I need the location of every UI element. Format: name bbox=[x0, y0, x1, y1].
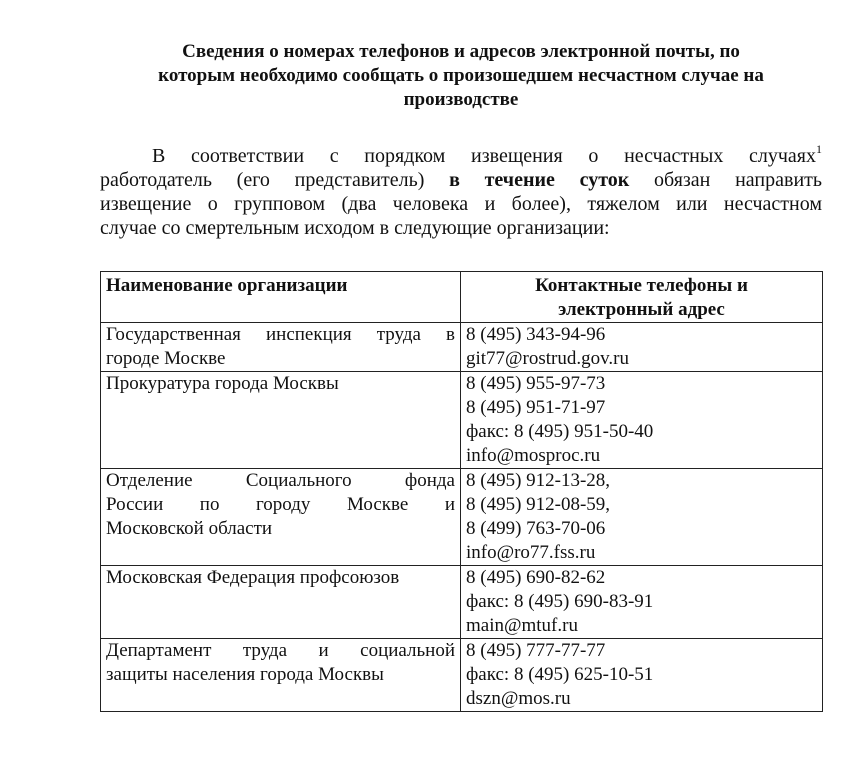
intro-line: случае со смертельным исходом в следующие организации: bbox=[100, 217, 610, 239]
header-contacts bbox=[461, 272, 823, 323]
email-address: main@mtuf.ru bbox=[466, 615, 578, 636]
org-name-cell bbox=[101, 566, 461, 639]
intro-text: обязан направить bbox=[629, 169, 823, 191]
org-name-cell bbox=[101, 372, 461, 469]
phone-number: 8 (495) 912-13-28, bbox=[466, 470, 611, 491]
contacts-cell bbox=[461, 566, 823, 639]
org-name-line: городе Москве bbox=[106, 348, 226, 369]
header-contacts-line: Контактные телефоны и bbox=[535, 275, 748, 296]
org-name-line: Департамент труда и социальной bbox=[106, 640, 455, 661]
intro-line: извещение о групповом (два человека и более), тяжелом или несчастном bbox=[100, 193, 822, 215]
deadline-emphasis: в течение суток bbox=[449, 169, 630, 191]
phone-number: 8 (495) 690-82-62 bbox=[466, 567, 606, 588]
footnote-mark: 1 bbox=[816, 142, 822, 156]
phone-number: 8 (495) 951-71-97 bbox=[466, 397, 606, 418]
table-header-row bbox=[101, 272, 823, 323]
org-name-line: Московская Федерация профсоюзов bbox=[106, 567, 400, 588]
table-row bbox=[101, 469, 823, 566]
org-name-line: России по городу Москве и bbox=[106, 494, 455, 515]
contacts-cell bbox=[461, 639, 823, 712]
phone-number: 8 (499) 763-70-06 bbox=[466, 518, 606, 539]
org-name-line: защиты населения города Москвы bbox=[106, 664, 384, 685]
organizations-table bbox=[100, 271, 823, 712]
table-row bbox=[101, 639, 823, 712]
title-line: которым необходимо сообщать о произошедшем несчастном случае на bbox=[158, 65, 764, 86]
document-title bbox=[100, 40, 822, 112]
header-contacts-line: электронный адрес bbox=[558, 299, 725, 320]
intro-line bbox=[100, 144, 822, 168]
email-address: dszn@mos.ru bbox=[466, 688, 571, 709]
org-name-line: Государственная инспекция труда в bbox=[106, 324, 455, 345]
org-name-line: Отделение Социального фонда bbox=[106, 470, 455, 491]
org-name-cell bbox=[101, 323, 461, 372]
intro-paragraph bbox=[100, 144, 822, 240]
email-address: git77@rostrud.gov.ru bbox=[466, 348, 629, 369]
intro-text: В соответствии с порядком извещения о несчастных случаях bbox=[152, 145, 816, 167]
table-row bbox=[101, 323, 823, 372]
intro-text: работодатель (его представитель) bbox=[100, 169, 450, 191]
contacts-cell bbox=[461, 323, 823, 372]
fax-number: факс: 8 (495) 625-10-51 bbox=[466, 664, 654, 685]
org-name-line: Прокуратура города Москвы bbox=[106, 373, 339, 394]
header-organization: Наименование организации bbox=[101, 272, 461, 323]
phone-number: 8 (495) 343-94-96 bbox=[466, 324, 606, 345]
contacts-cell bbox=[461, 372, 823, 469]
title-line: Сведения о номерах телефонов и адресов электронной почты, по bbox=[182, 41, 740, 62]
table-row bbox=[101, 566, 823, 639]
org-name-cell bbox=[101, 639, 461, 712]
phone-number: 8 (495) 912-08-59, bbox=[466, 494, 611, 515]
title-line: производстве bbox=[403, 89, 519, 110]
intro-line bbox=[100, 168, 822, 192]
contacts-cell bbox=[461, 469, 823, 566]
fax-number: факс: 8 (495) 951-50-40 bbox=[466, 421, 654, 442]
phone-number: 8 (495) 955-97-73 bbox=[466, 373, 606, 394]
fax-number: факс: 8 (495) 690-83-91 bbox=[466, 591, 654, 612]
email-address: info@mosproc.ru bbox=[466, 445, 601, 466]
phone-number: 8 (495) 777-77-77 bbox=[466, 640, 606, 661]
org-name-cell bbox=[101, 469, 461, 566]
email-address: info@ro77.fss.ru bbox=[466, 542, 596, 563]
org-name-line: Московской области bbox=[106, 518, 273, 539]
table-row bbox=[101, 372, 823, 469]
